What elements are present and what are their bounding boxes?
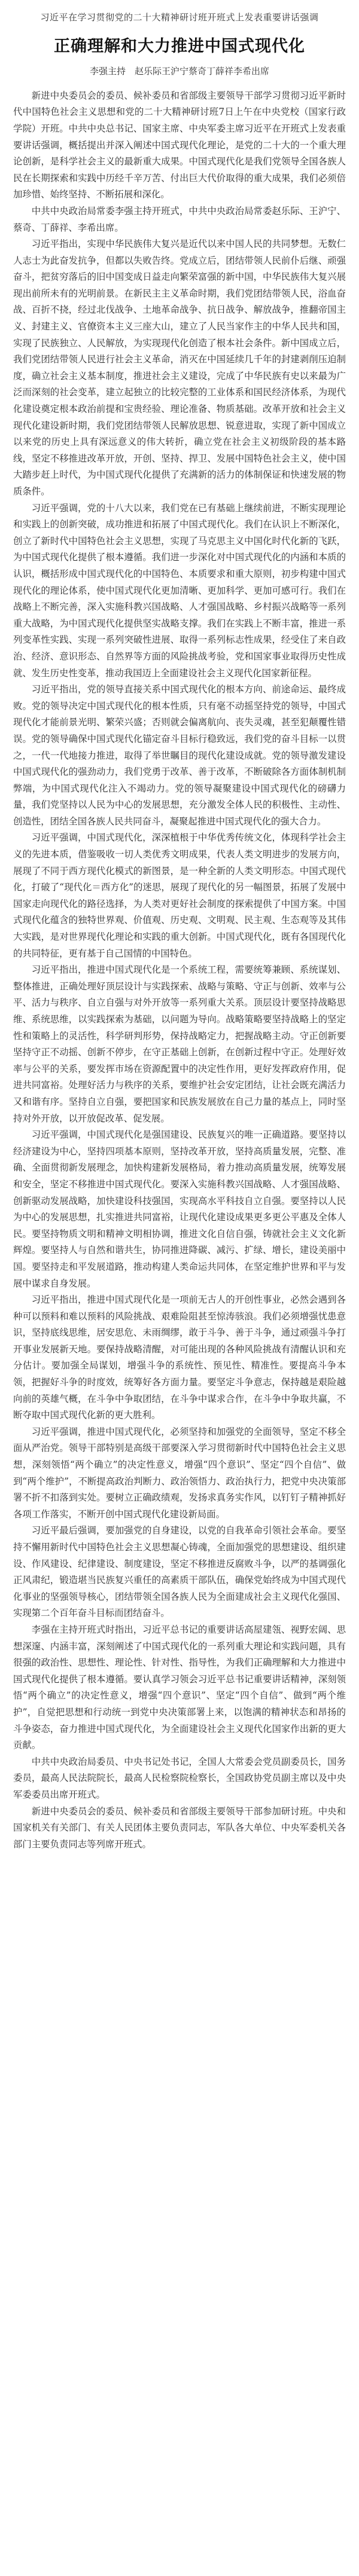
article-paragraph: 新进中央委员会的委员、候补委员和省部级主要领导干部参加研讨班。中央和国家机关有关部门、有关人民团体主要负责同志，军队各大单位、中央军委机关各部门主要负责同志等列席开班式。 xyxy=(13,1805,346,1850)
article-paragraph: 习近平最后强调，要加强党的自身建设，以党的自我革命引领社会革命。要坚持不懈用新时代中国特色社会主义思想凝心铸魂，全面加强党的思想建设、组织建设、作风建设、纪律建设、制度建设，坚定不移推进反腐败斗争，以严的基调强化正风肃纪，锻造堪当民族复兴重任的高素质干部队伍，确保党始终成为中国式现代化事业的坚强领导核心，团结带领全国各族人民为全面建成社会主义现代化强国、实现第二个百年奋斗目标而团结奋斗。 xyxy=(13,1525,346,1619)
article-paragraph: 李强在主持开班式时指出，习近平总书记的重要讲话高屋建瓴、视野宏阔、思想深邃、内涵丰富，深刻阐述了中国式现代化的一系列重大理论和实践问题，具有很强的政治性、思想性、理论性、针对性、指导性，为我们正确理解和大力推进中国式现代化提供了根本遵循。要认真学习领会习近平总书记重要讲话精神，深刻领悟“两个确立”的决定性意义，增强“四个意识”、坚定“四个自信”、做到“两个维护”，自觉把思想和行动统一到党中央决策部署上来，以饱满的精神状态和昂扬的斗争姿态，奋力推进中国式现代化，为全面建设社会主义现代化国家作出新的更大贡献。 xyxy=(13,1624,346,1751)
article-paragraph: 新进中央委员会的委员、候补委员和省部级主要领导干部学习贯彻习近平新时代中国特色社会主义思想和党的二十大精神研讨班7日上午在中央党校（国家行政学院）开班。中共中央总书记、国家主席、中央军委主席习近平在开班式上发表重要讲话强调，概括提出并深入阐述中国式现代化理论，是党的二十大的一个重大理论创新，是科学社会主义的最新重大成果。中国式现代化是我们党领导全国各族人民在长期探索和实践中历经千辛万苦、付出巨大代价取得的重大成果，我们必须倍加珍惜、始终坚持、不断拓展和深化。 xyxy=(13,90,346,200)
article-body xyxy=(13,88,346,1853)
article-byline: 李强主持 赵乐际王沪宁蔡奇丁薛祥李希出席 xyxy=(89,66,269,77)
article-paragraph: 习近平指出，党的领导直接关系中国式现代化的根本方向、前途命运、最终成败。党的领导决定中国式现代化的根本性质，只有毫不动摇坚持党的领导，中国式现代化才能前景光明、繁荣兴盛；否则就会偏离航向、丧失灵魂，甚至犯颠覆性错误。党的领导确保中国式现代化锚定奋斗目标行稳致远，我们党的奋斗目标一以贯之，一代一代地接力推进，取得了举世瞩目的现代化建设成就。党的领导激发建设中国式现代化的强劲动力，我们党勇于改革、善于改革，不断破除各方面体制机制弊端，为中国式现代化注入不竭动力。党的领导凝聚建设中国式现代化的磅礴力量，我们党坚持以人民为中心的发展思想，充分激发全体人民的积极性、主动性、创造性，团结全国各族人民共同奋斗，凝聚起推进中国式现代化的强大合力。 xyxy=(13,684,346,827)
article-paragraph: 习近平强调，推进中国式现代化，必须坚持和加强党的全面领导，坚定不移全面从严治党。领导干部特别是高级干部要深入学习贯彻新时代中国特色社会主义思想，深刻领悟“两个确立”的决定性意义，增强“四个意识”、坚定“四个自信”、做到“两个维护”，不断提高政治判断力、政治领悟力、政治执行力，把党中央决策部署不折不扣落到实处。要树立正确政绩观，发扬求真务实作风，以钉钉子精神抓好各项工作落实，不断开创中国式现代化建设新局面。 xyxy=(13,1426,346,1520)
article-paragraph: 习近平强调，党的十八大以来，我们党在已有基础上继续前进，不断实现理论和实践上的创新突破，成功推进和拓展了中国式现代化。我们在认识上不断深化，创立了新时代中国特色社会主义思想，实现了马克思主义中国化时代化新的飞跃，为中国式现代化提供了根本遵循。我们进一步深化对中国式现代化的内涵和本质的认识，概括形成中国式现代化的中国特色、本质要求和重大原则，初步构建中国式现代化的理论体系，使中国式现代化更加清晰、更加科学、更加可感可行。我们在战略上不断完善，深入实施科教兴国战略、人才强国战略、乡村振兴战略等一系列重大战略，为中国式现代化提供坚实战略支撑。我们在实践上不断丰富，推进一系列变革性实践、实现一系列突破性进展、取得一系列标志性成果，经受住了来自政治、经济、意识形态、自然界等方面的风险挑战考验，党和国家事业取得历史性成就、发生历史性变革，推动我国迈上全面建设社会主义现代化国家新征程。 xyxy=(13,502,346,679)
article-paragraph: 习近平指出，推进中国式现代化是一个系统工程，需要统筹兼顾、系统谋划、整体推进，正确处理好顶层设计与实践探索、战略与策略、守正与创新、效率与公平、活力与秩序、自立自强与对外开放等一系列重大关系。顶层设计要坚持战略思维、系统思维，以实践探索为基础，以问题为导向。战略策略要坚持战略上的坚定性和策略上的灵活性，科学研判形势，保持战略定力，把握战略主动。守正创新要坚持守正不动摇、创新不停步，在守正基础上创新，在创新过程中守正。处理好效率与公平的关系，要发挥市场在资源配置中的决定性作用，更好发挥政府作用，促进共同富裕。处理好活力与秩序的关系，要维护社会安定团结，让社会既充满活力又和谐有序。坚持自立自强，要把国家和民族发展放在自己力量的基点上，同时坚持对外开放，以开放促改革、促发展。 xyxy=(13,964,346,1124)
article-paragraph: 习近平指出，推进中国式现代化是一项前无古人的开创性事业，必然会遇到各种可以预料和难以预料的风险挑战、艰难险阻甚至惊涛骇浪。我们必须增强忧患意识，坚持底线思维，居安思危、未雨绸缪，敢于斗争、善于斗争，通过顽强斗争打开事业发展新天地。要保持战略清醒，对可能出现的各种风险挑战有清醒认识和充分估计。要加强全局谋划，增强斗争的系统性、预见性、精准性。要提高斗争本领，把握好斗争的时度效，统筹好各方面力量。要坚定斗争意志，保持越是艰险越向前的英雄气概，在斗争中争取团结，在斗争中谋求合作，在斗争中争取共赢，不断夺取中国式现代化新的更大胜利。 xyxy=(13,1294,346,1421)
article-paragraph: 中共中央政治局委员、中央书记处书记，全国人大常委会党员副委员长，国务委员，最高人民法院院长，最高人民检察院检察长，全国政协党员副主席以及中央军委委员出席开班式。 xyxy=(13,1756,346,1800)
article-paragraph: 习近平指出，实现中华民族伟大复兴是近代以来中国人民的共同梦想。无数仁人志士为此奋发抗争，但都以失败告终。党成立后，团结带领人民前仆后继、顽强奋斗，把贫穷落后的旧中国变成日益走向繁荣富强的新中国，中华民族伟大复兴展现出前所未有的光明前景。在新民主主义革命时期，我们党团结带领人民，浴血奋战、百折不挠，经过北伐战争、土地革命战争、抗日战争、解放战争，推翻帝国主义、封建主义、官僚资本主义三座大山，建立了人民当家作主的中华人民共和国，实现了民族独立、人民解放，为实现现代化创造了根本社会条件。新中国成立后，我们党团结带领人民进行社会主义革命，消灭在中国延续几千年的封建剥削压迫制度，确立社会主义基本制度，推进社会主义建设，完成了中华民族有史以来最为广泛而深刻的社会变革，建立起独立的比较完整的工业体系和国民经济体系，为现代化建设奠定根本政治前提和宝贵经验、理论准备、物质基础。改革开放和社会主义现代化建设新时期，我们党团结带领人民解放思想、锐意进取，实现了新中国成立以来党的历史上具有深远意义的伟大转折，确立党在社会主义初级阶段的基本路线，坚定不移推进改革开放，开创、坚持、捍卫、发展中国特色社会主义，使中国大踏步赶上时代，为中国式现代化提供了充满新的活力的体制保证和快速发展的物质条件。 xyxy=(13,239,346,497)
article-paragraph: 习近平强调，中国式现代化，深深植根于中华优秀传统文化，体现科学社会主义的先进本质，借鉴吸收一切人类优秀文明成果，代表人类文明进步的发展方向，展现了不同于西方现代化模式的新图景，是一种全新的人类文明形态。中国式现代化，打破了“现代化＝西方化”的迷思，展现了现代化的另一幅图景，拓展了发展中国家走向现代化的路径选择，为人类对更好社会制度的探索提供了中国方案。中国式现代化蕴含的独特世界观、价值观、历史观、文明观、民主观、生态观等及其伟大实践，是对世界现代化理论和实践的重大创新。中国式现代化，既有各国现代化的共同特征，更有基于自己国情的中国特色。 xyxy=(13,832,346,959)
article-headline: 正确理解和大力推进中国式现代化 xyxy=(54,37,305,56)
article-paragraph: 习近平强调，中国式现代化是强国建设、民族复兴的唯一正确道路。要坚持以经济建设为中心，坚持四项基本原则，坚持改革开放，坚持高质量发展，完整、准确、全面贯彻新发展理念，加快构建新发展格局，着力推动高质量发展，统筹发展和安全，坚定不移推进中国式现代化。要深入实施科教兴国战略、人才强国战略、创新驱动发展战略，加快建设科技强国，实现高水平科技自立自强。要坚持以人民为中心的发展思想，扎实推进共同富裕，让现代化建设成果更多更公平惠及全体人民。要坚持物质文明和精神文明相协调，推进文化自信自强，铸就社会主义文化新辉煌。要坚持人与自然和谐共生，协同推进降碳、减污、扩绿、增长，建设美丽中国。要坚持走和平发展道路，推动构建人类命运共同体，在坚定维护世界和平与发展中谋求自身发展。 xyxy=(13,1129,346,1289)
article-paragraph: 中共中央政治局常委李强主持开班式，中共中央政治局常委赵乐际、王沪宁、蔡奇、丁薛祥、李希出席。 xyxy=(13,205,346,233)
article-kicker: 习近平在学习贯彻党的二十大精神研讨班开班式上发表重要讲话强调 xyxy=(40,12,319,23)
